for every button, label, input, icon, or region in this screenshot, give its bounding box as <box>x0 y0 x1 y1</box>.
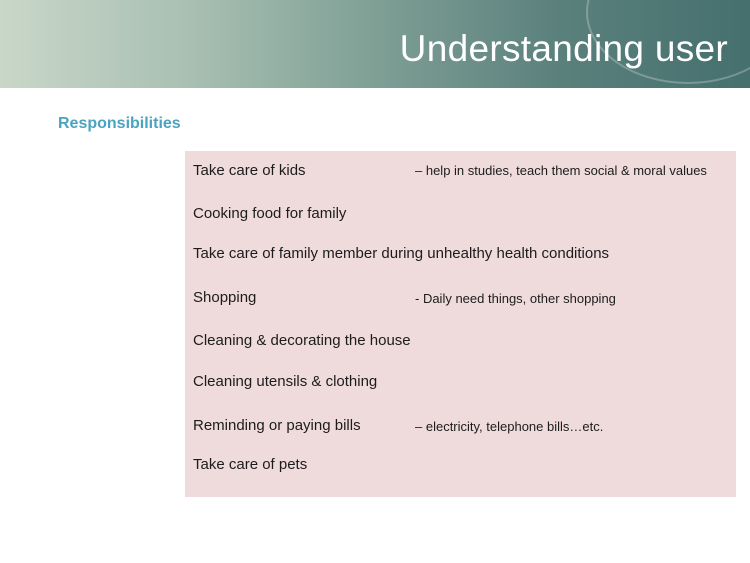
responsibilities-box <box>185 151 736 497</box>
list-item: Cooking food for family <box>193 205 347 222</box>
list-item: Cleaning & decorating the house <box>193 332 411 349</box>
list-item-note: – help in studies, teach them social & moral values <box>415 163 707 178</box>
list-item: Take care of family member during unhealthy health conditions <box>193 245 610 262</box>
header-banner <box>0 0 750 88</box>
list-item: Cleaning utensils & clothing <box>193 373 378 390</box>
list-item-note: – electricity, telephone bills…etc. <box>415 419 604 434</box>
list-item: Take care of kids <box>193 162 306 179</box>
list-item: Take care of pets <box>193 456 308 473</box>
list-item-note: - Daily need things, other shopping <box>415 291 616 306</box>
list-item: Reminding or paying bills <box>193 417 361 434</box>
list-item: Shopping <box>193 289 257 306</box>
page-title: Understanding user <box>399 28 728 69</box>
section-heading: Responsibilities <box>58 115 181 132</box>
